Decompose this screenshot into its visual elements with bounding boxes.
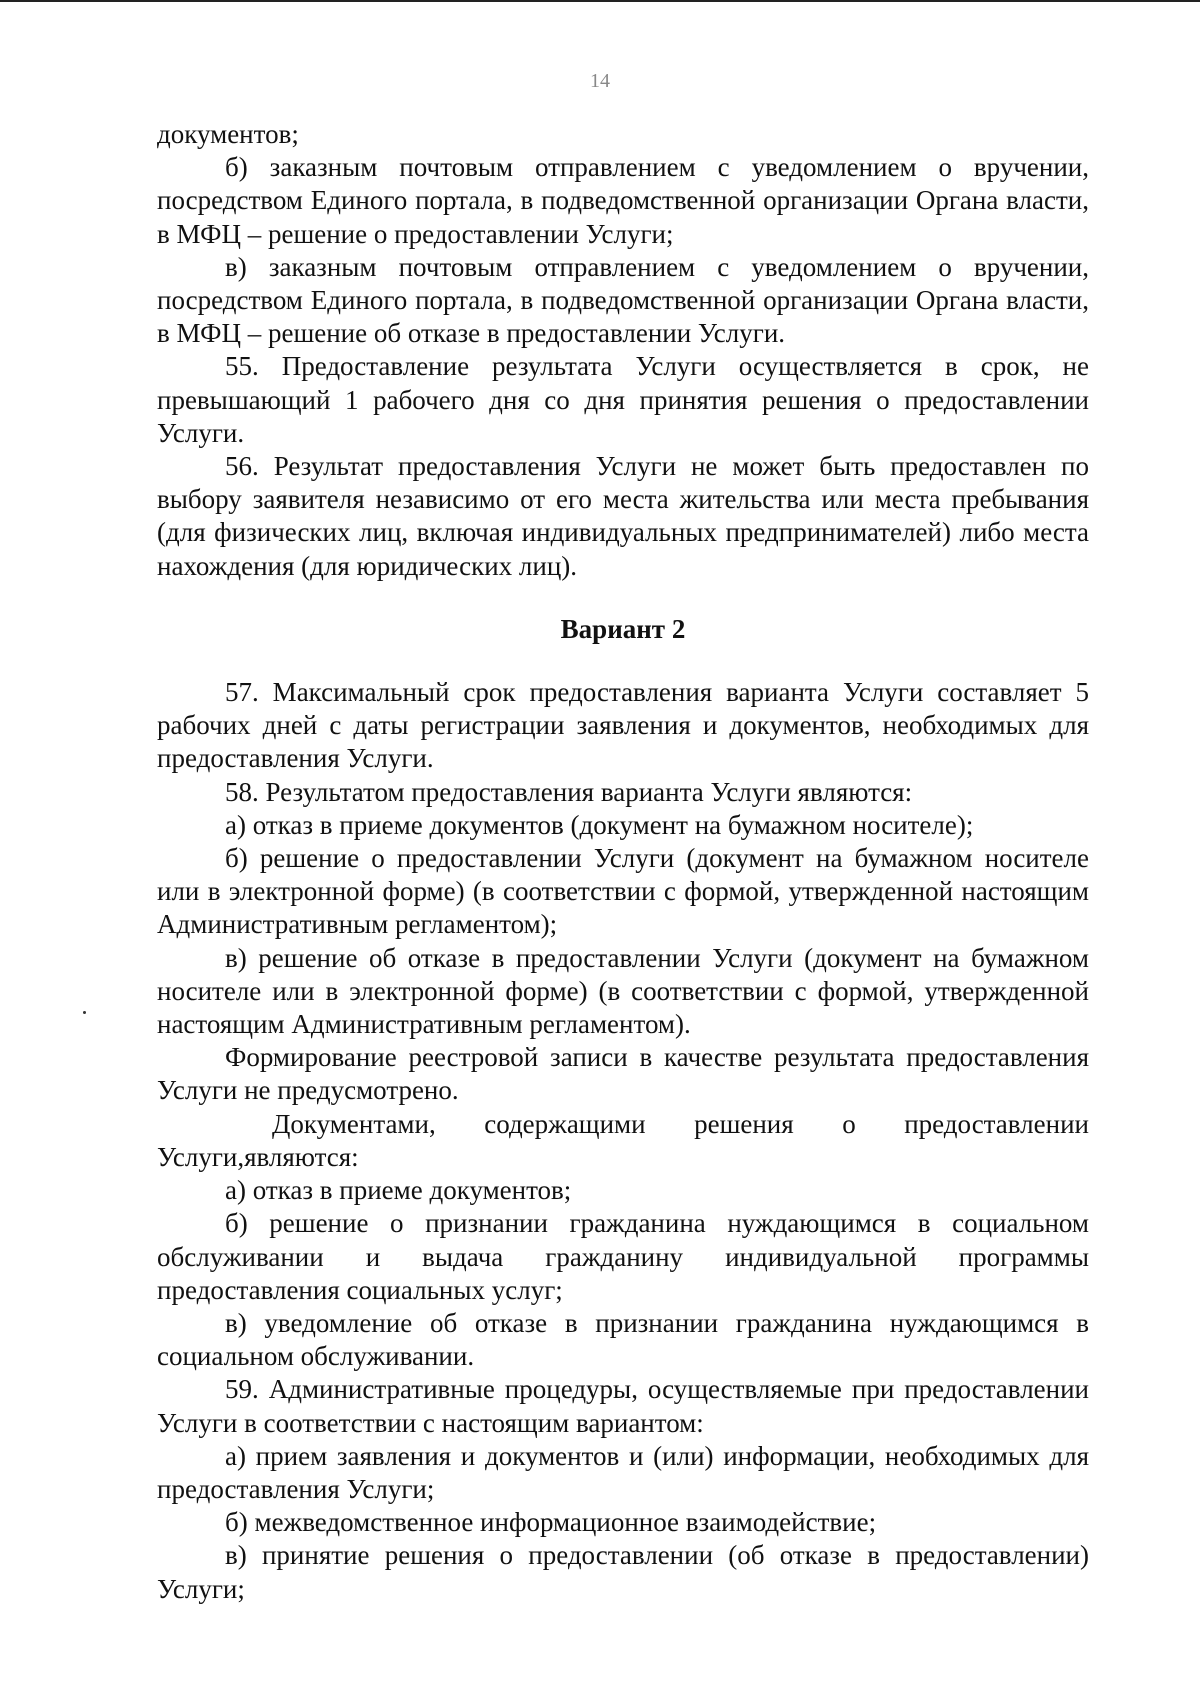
paragraph-57: 57. Максимальный срок предоставления варианта Услуги составляет 5 рабочих дней с даты регистрации заявления и документов, необходимых для предоставления Услуги. [157, 677, 1089, 774]
paragraph-registry-record: Формирование реестровой записи в качестве результата предоставления Услуги не предусмотрено. [157, 1042, 1089, 1106]
paragraph-item-v: в) заказным почтовым отправлением с уведомлением о вручении, посредством Единого портала, в подведомственной организации Органа власти, в МФЦ – решение об отказе в предоставлении Услуги. [157, 251, 1089, 349]
paragraph-59-item-a: а) прием заявления и документов и (или) информации, необходимых для предоставления Услуги; [157, 1440, 1089, 1504]
page-number: 14 [590, 70, 610, 92]
paragraph-58-item-b: б) решение о предоставлении Услуги (документ на бумажном носителе или в электронной форме) (в соответствии с формой, утвержденной настоящим Административным регламентом); [157, 843, 1089, 940]
paragraph-documents-item-a: а) отказ в приеме документов; [225, 1175, 572, 1206]
top-border-line [0, 0, 1200, 2]
paragraph-documents-item-b: б) решение о признании гражданина нуждающимся в социальном обслуживании и выдача гражданину индивидуальной программы предоставления социальных услуг; [157, 1208, 1089, 1305]
paragraph-documents-item-v: в) уведомление об отказе в признании гражданина нуждающимся в социальном обслуживании. [157, 1307, 1089, 1372]
paragraph-decision-documents: Документами, содержащими решения о предоставлении Услуги,являются: [157, 1108, 1089, 1172]
paragraph-item-b: б) заказным почтовым отправлением с уведомлением о вручении, посредством Единого портала, в подведомственной организации Органа власти, в МФЦ – решение о предоставлении Услуги; [157, 152, 1089, 249]
paragraph-59-item-v: в) принятие решения о предоставлении (об отказе в предоставлении) Услуги; [157, 1540, 1089, 1604]
paragraph-continuation: документов; [157, 119, 299, 149]
paragraph-55: 55. Предоставление результата Услуги осуществляется в срок, не превышающий 1 рабочего дня со дня принятия решения о предоставлении Услуги. [157, 351, 1089, 448]
document-body [157, 118, 1089, 1606]
paragraph-59-item-b: б) межведомственное информационное взаимодействие; [225, 1507, 877, 1538]
paragraph-58-item-v: в) решение об отказе в предоставлении Услуги (документ на бумажном носителе или в электронной форме) (в соответствии с формой, утвержденной настоящим Административным регламентом). [157, 942, 1089, 1040]
paragraph-58: 58. Результатом предоставления варианта Услуги являются: [225, 776, 913, 807]
paragraph-59: 59. Административные процедуры, осуществляемые при предоставлении Услуги в соответствии с настоящим вариантом: [157, 1374, 1089, 1438]
paragraph-58-item-a: а) отказ в приеме документов (документ на бумажном носителе); [225, 809, 974, 840]
section-heading-variant-2: Вариант 2 [560, 613, 686, 644]
scan-speck [83, 1011, 86, 1014]
paragraph-56: 56. Результат предоставления Услуги не может быть предоставлен по выбору заявителя независимо от его места жительства или места пребывания (для физических лиц, включая индивидуальных предпринимателей) либо места нахождения (для юридических лиц). [157, 451, 1089, 581]
